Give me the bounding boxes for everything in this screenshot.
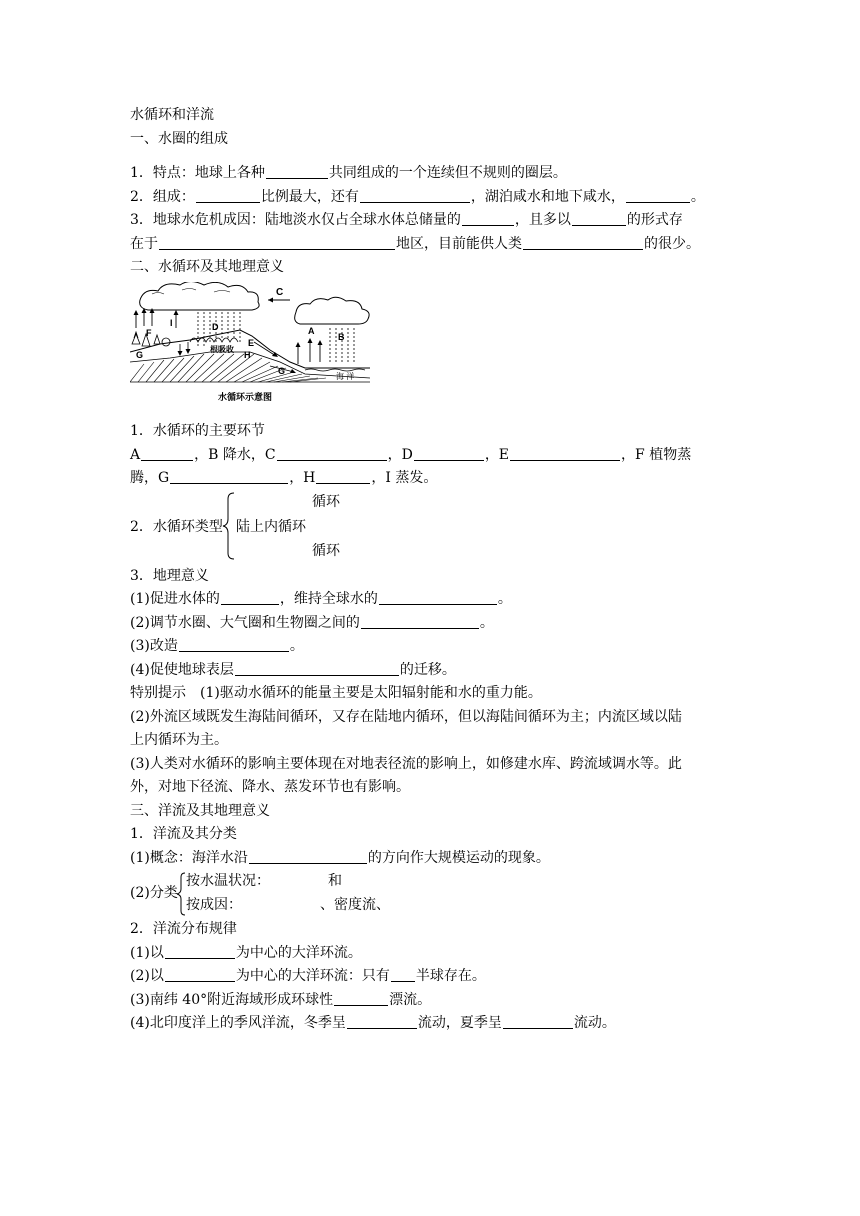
- sec3-p2-heading: 2．洋流分布规律: [130, 921, 237, 937]
- sec1-line4: 在于 地区，目前能供人类 的很少。: [130, 235, 700, 252]
- blank: [360, 187, 470, 203]
- sec2-p3-line4: (4)促使地球表层 的迁移。: [130, 661, 456, 678]
- sec3-concept: (1)概念：海洋水沿 的方向作大规模运动的现象。: [130, 849, 550, 866]
- sec2-p3-line3: (3)改造 。: [130, 638, 304, 654]
- label-g2: G: [278, 365, 286, 376]
- classification-label: (2)分类: [130, 885, 178, 901]
- blank: [165, 943, 235, 959]
- sec2-p1-line1: A ，B 降水，C ，D ，E ，F 植物蒸: [130, 446, 692, 463]
- blank: [159, 234, 395, 250]
- tip-line4: (3)人类对水循环的影响主要体现在对地表径流的影响上，如修建水库、跨流域调水等。此: [130, 755, 682, 772]
- sec3-p2-line1: (1)以 为中心的大洋环流。: [130, 944, 362, 961]
- cycle-types-label: 2．水循环类型: [130, 518, 223, 535]
- label-b: B: [338, 331, 345, 342]
- blank: [170, 468, 288, 484]
- blank: [334, 990, 388, 1006]
- blank: [510, 445, 620, 461]
- figure-caption: 水循环示意图: [218, 391, 273, 402]
- sec2-p1-line2: 腾，G ，H ，I 蒸发。: [130, 470, 438, 486]
- blank: [141, 445, 193, 461]
- sec2-p1-heading: 1．水循环的主要环节: [130, 423, 265, 439]
- label-d: D: [212, 321, 219, 332]
- label-a: A: [308, 325, 315, 336]
- sec3-p2-line2: (2)以 为中心的大洋环流：只有 半球存在。: [130, 968, 486, 984]
- label-f: F: [146, 327, 152, 338]
- blank: [503, 1013, 573, 1029]
- blank: [165, 966, 235, 982]
- ocean-label: 海 洋: [336, 371, 355, 381]
- blank: [414, 445, 484, 461]
- brace-icon: [176, 872, 186, 916]
- label-c: C: [276, 286, 284, 298]
- blank: [196, 187, 260, 203]
- section2-heading: 二、水循环及其地理意义: [130, 259, 284, 275]
- blank: [626, 187, 690, 203]
- sec1-line1: 1．特点：地球上各种 共同组成的一个连续但不规则的圈层。: [130, 165, 567, 181]
- blank: [391, 966, 415, 982]
- cycle-types: [130, 491, 730, 565]
- sec3-p2-line4: (4)北印度洋上的季风洋流，冬季呈 流动，夏季呈 流动。: [130, 1015, 616, 1031]
- blank: [221, 589, 279, 605]
- label-i: I: [170, 317, 173, 328]
- tip-line2: (2)外流区域既发生海陆间循环，又存在陆地内循环，但以海陆间循环为主；内流区域以陆: [130, 708, 682, 725]
- blank: [361, 613, 479, 629]
- sec2-p3-line1: (1)促进水体的 ，维持全球水的 。: [130, 591, 512, 607]
- label-e: E: [248, 337, 255, 348]
- tip-line3: 上内循环为主。: [130, 732, 228, 748]
- blank: [523, 234, 643, 250]
- cycle-type-middle: 陆上内循环: [236, 518, 306, 535]
- sec3-p1-heading: 1．洋流及其分类: [130, 826, 237, 842]
- label-h: H: [244, 349, 251, 360]
- sec1-line3: 3．地球水危机成因：陆地淡水仅占全球水体总储量的 ，且多以 的形式存: [130, 212, 683, 228]
- water-cycle-diagram: [130, 282, 370, 408]
- sec1-line2: 2．组成： 比例最大，还有 ，湖泊咸水和地下咸水， 。: [130, 188, 705, 205]
- blank: [462, 210, 514, 226]
- sec3-p2-line3: (3)南纬 40°附近海域形成环球性 漂流。: [130, 991, 432, 1008]
- cycle-type-bottom: 循环: [312, 542, 340, 559]
- tip-line1: 特别提示 (1)驱动水循环的能量主要是太阳辐射能和水的重力能。: [130, 685, 542, 701]
- label-g1: G: [136, 349, 144, 360]
- blank: [266, 163, 328, 179]
- blank: [277, 445, 387, 461]
- cycle-type-top: 循环: [312, 493, 340, 510]
- root-label: 根吸收: [210, 344, 234, 354]
- sec2-p3-line2: (2)调节水圈、大气圈和生物圈之间的 。: [130, 614, 494, 631]
- tip-line5: 外，对地下径流、降水、蒸发环节也有影响。: [130, 779, 410, 795]
- blank: [572, 210, 626, 226]
- blank: [379, 589, 497, 605]
- blank: [179, 636, 289, 652]
- sec2-p3-heading: 3．地理意义: [130, 567, 209, 584]
- document-page: [130, 104, 730, 1036]
- blank: [347, 1013, 417, 1029]
- blank: [316, 468, 370, 484]
- blank: [249, 848, 367, 864]
- doc-title: 水循环和洋流: [130, 107, 214, 123]
- current-classification: (2)分类 按水温状况： 和 按成因： 、密度流、: [130, 870, 730, 918]
- blank: [235, 660, 399, 676]
- section1-heading: 一、水圈的组成: [130, 130, 228, 147]
- section3-heading: 三、洋流及其地理意义: [130, 802, 270, 819]
- brace-icon: [222, 491, 236, 561]
